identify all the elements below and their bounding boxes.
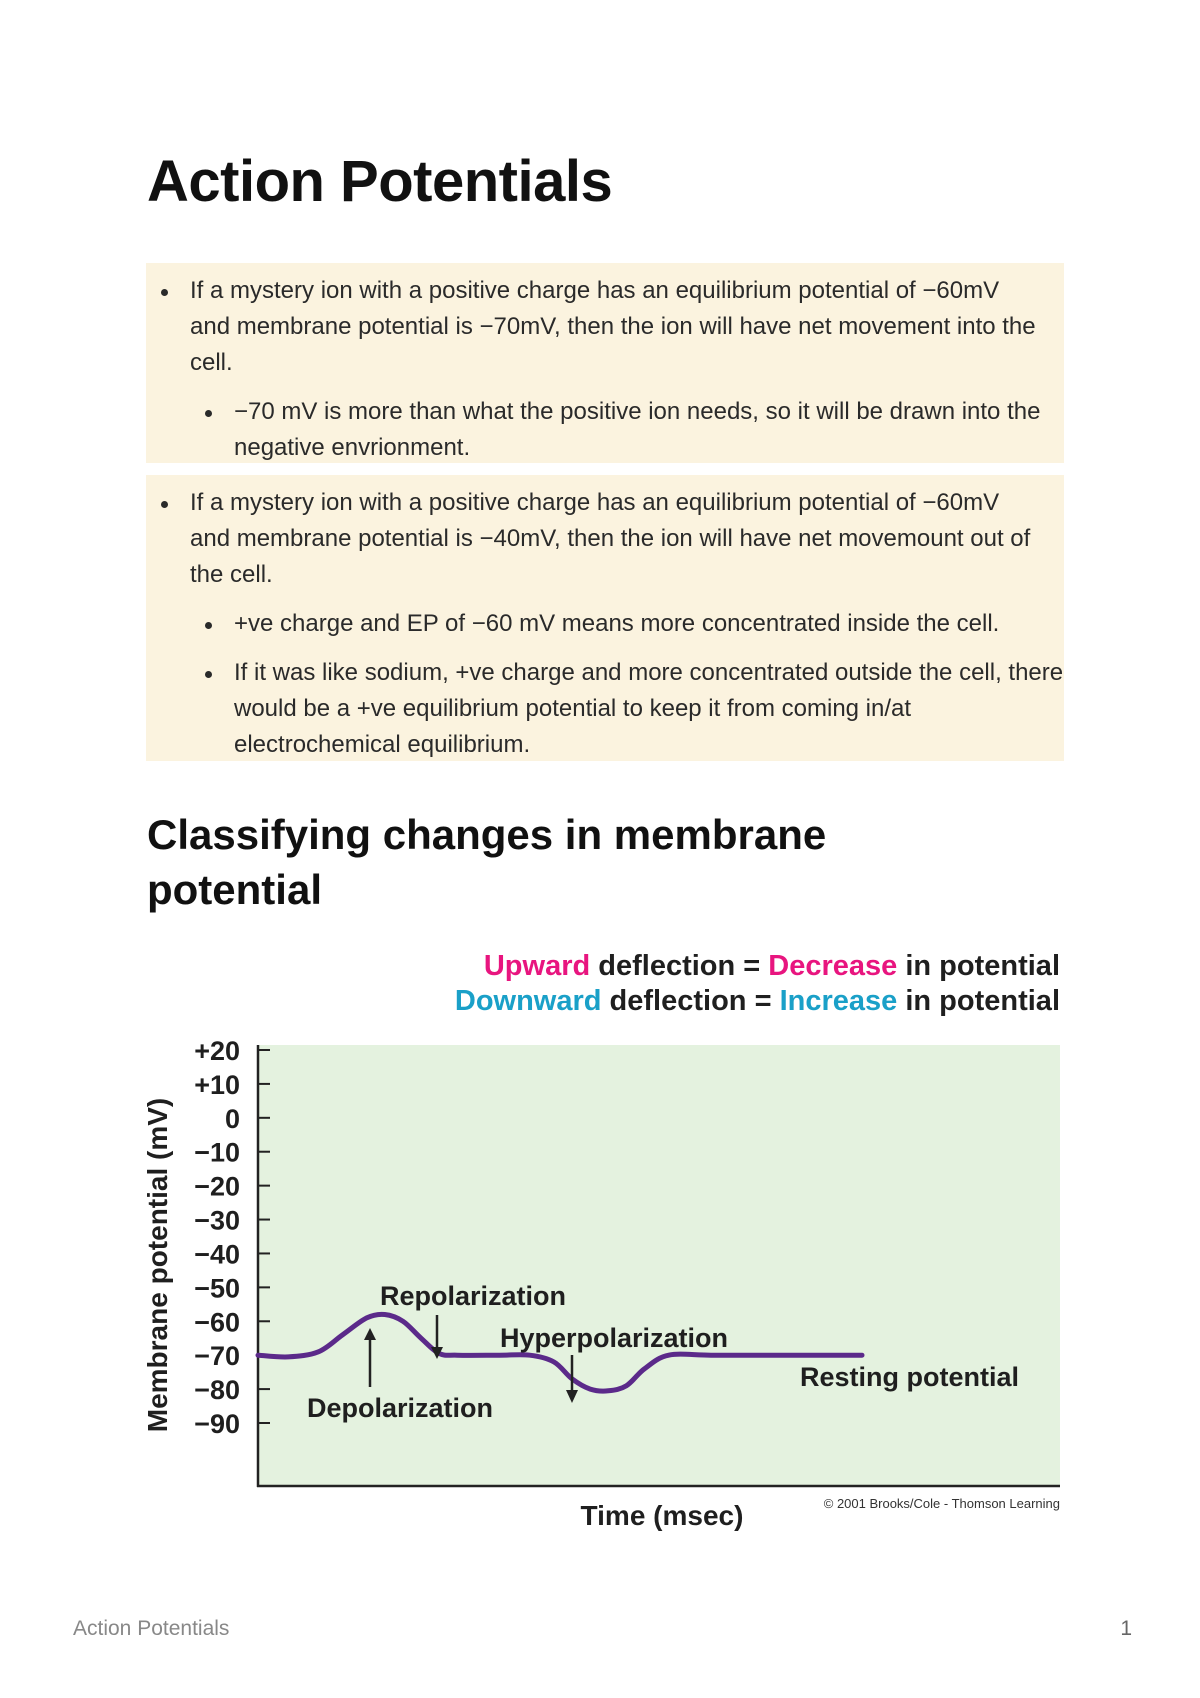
downward-label: Downward	[454, 985, 602, 1017]
y-tick-label: −40	[194, 1239, 240, 1270]
upward-label: Upward	[483, 950, 591, 982]
headline-tail: in potential	[897, 950, 1060, 982]
depolarization-label: Depolarization	[307, 1393, 494, 1423]
figure-headline-downward	[455, 985, 1060, 1017]
x-axis-label: Time (msec)	[580, 1500, 744, 1531]
bullet-list	[146, 273, 1064, 466]
callout-box-2	[146, 475, 1064, 761]
sub-bullet-item: −70 mV is more than what the positive ion needs, so it will be drawn into the negative envrionment.	[146, 394, 1064, 466]
sub-bullet-item: +ve charge and EP of −60 mV means more concentrated inside the cell.	[146, 606, 1064, 642]
hyperpolarization-label: Hyperpolarization	[500, 1323, 729, 1353]
footer-title: Action Potentials	[73, 1617, 230, 1640]
y-axis-label: Membrane potential (mV)	[142, 1097, 173, 1433]
bullet-item: If a mystery ion with a positive charge has an equilibrium potential of −60mV and membrane potential is −70mV, then the ion will have net movement into the cell.	[146, 273, 1044, 381]
y-tick-label: −60	[194, 1307, 240, 1338]
y-tick-label: 0	[224, 1103, 240, 1134]
headline-connector: deflection =	[601, 985, 780, 1017]
callout-box-1	[146, 263, 1064, 463]
y-tick-label: −70	[194, 1341, 240, 1372]
y-tick-label: −50	[194, 1273, 240, 1304]
figure-headline-upward	[484, 950, 1060, 982]
increase-label: Increase	[779, 985, 898, 1017]
section-heading: Classifying changes in membrane potential	[147, 811, 827, 913]
y-tick-label: −30	[194, 1205, 240, 1236]
headline-tail: in potential	[897, 985, 1060, 1017]
y-tick-label: +20	[194, 1036, 240, 1066]
page-title: Action Potentials	[147, 149, 613, 214]
copyright-credit: © 2001 Brooks/Cole - Thomson Learning	[823, 1496, 1060, 1511]
y-tick-label: −10	[194, 1137, 240, 1168]
membrane-potential-figure	[140, 945, 1070, 1545]
y-tick-label: −20	[194, 1171, 240, 1202]
y-tick-label: +10	[194, 1069, 240, 1100]
page-number: 1	[1120, 1617, 1132, 1640]
headline-connector: deflection =	[590, 950, 769, 982]
resting-potential-label: Resting potential	[800, 1362, 1020, 1392]
bullet-list	[146, 485, 1064, 763]
sub-bullet-item: If it was like sodium, +ve charge and more concentrated outside the cell, there would be a +ve equilibrium potential to keep it from coming in/at electrochemical equilibrium.	[146, 655, 1064, 763]
decrease-label: Decrease	[768, 950, 898, 982]
repolarization-label: Repolarization	[380, 1281, 567, 1311]
bullet-item: If a mystery ion with a positive charge has an equilibrium potential of −60mV and membrane potential is −40mV, then the ion will have net movemount out of the cell.	[146, 485, 1044, 593]
y-tick-label: −90	[194, 1409, 240, 1439]
y-tick-label: −80	[194, 1375, 240, 1406]
